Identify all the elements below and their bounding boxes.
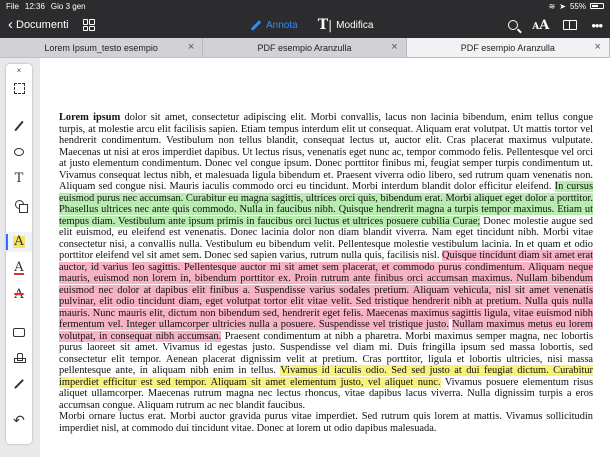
paragraph-5: Morbi ornare luctus erat. Morbi auctor gravida purus vitae imperdiet. Sed rutrum quis lorem at mattis. Vivamus sollicitudin imperdiet nisl, at commodo dui tincidunt vitae. Donec at lorem ut odio dapibus malesuada. [59,411,593,434]
shapes-icon [15,200,24,209]
thumbnails-grid-icon[interactable] [83,19,95,31]
palette-close-icon[interactable]: × [16,66,22,75]
paragraph-2: Donec molestie augue sed elit euismod, eu eleifend est venenatis. Donec lacinia dolor non diam blandit viverra. Nam eget tincidunt nibh. Morbi vitae consectetur nisi, a convallis nulla. Vestibulum eu bibendum velit. Pellentesque molestie vestibulum lacinia. In et quam et odio porttitor eleifend vel sit amet sem. Donec sed sapien varius, rutrum nulla quis, facilisis nisl. [59,215,593,261]
battery-percent: 55% [569,1,586,11]
green-highlight-annotation[interactable]: In cursus euismod purus nec accumsan. Curabitur eu magna sagittis, ultrices orci quis, bibendum erat. Morbi aliquet eget dolor a porttitor. Phasellus ultrices nec ante quis commodo. Nulla in faucibus nibh. Quisque hendrerit magna a turpis tempor maximus. Etiam ut tempus diam. Vestibulum ante ipsum primis in faucibus orci luctus et ultrices posuere cubilia Curae; [59,181,593,227]
undo-icon: ↶ [13,411,25,428]
back-button-label: Documenti [16,19,69,31]
more-options-button[interactable]: ••• [591,17,602,33]
signature-tool[interactable] [6,374,32,394]
pink-highlight-annotation[interactable]: Quisque tincidunt diam sit amet erat auctor, id varius leo sagittis. Pellentesque auctor mi sit amet sem placerat, et commodo purus condimentum. Aliquam neque mauris, euismod non lorem in, bibendum porttitor ex. Proin rutrum ante finibus orci accumsan maximus. Nullam bibendum euismod nec dolor at dapibus elit finibus a. Suspendisse varius sodales pretium. Aliquam vehicula, nisl sit amet venenatis pulvinar, elit odio tincidunt diam, eget volutpat tortor elit vitae velit. Sed tristique hendrerit nibh at pretium. Nulla quis nulla mauris. Nunc mauris elit, dictum non bibendum sed, hendrerit eget felis. Maecenas maximus sagittis ligula, vitae euismod nibh fermentum vel. Integer ullamcorper ultricies nulla a posuere. Suspendisse vel tristique justo. [59,250,593,330]
battery-icon [590,3,604,9]
status-time: 12:36 [24,1,45,11]
document-tabs [0,38,610,58]
tab-label: PDF esempio Aranzulla [460,42,555,53]
annotation-tool-palette [6,64,32,444]
pencil-icon [251,20,262,31]
wifi-icon: ≋ [548,1,556,11]
tab-pdf-esempio-2[interactable] [407,38,610,57]
close-icon[interactable]: × [187,41,195,53]
reader-view-icon[interactable] [563,20,577,30]
close-icon[interactable]: × [391,41,398,53]
yellow-highlight-annotation[interactable]: Vivamus id iaculis odio. Sed sed justo at dui feugiat dictum. Curabitur imperdiet efficitur est sed tempor. Aliquam sit amet elementum justo, vel aliquet nunc. [59,365,594,388]
paragraph-3: Praesent condimentum at nibh a pharetra. Morbi maximus semper magna, nec lobortis purus laoreet sit amet. Vivamus id egestas justo. Suspendisse vel diam mi. Duis fringilla ipsum sed massa lobortis, sed consectetur elit tempor. Aenean placerat dignissim velit at pretium. Cras porttitor, ligula et lobortis ultricies, nisi massa pellentesque ante, in aliquam nibh enim in tellus. [59,330,593,376]
pink-highlight-annotation-2[interactable]: Nullam maximus metus eu lorem volutpat, in consequat nibh accumsan. [59,319,593,342]
comment-tool[interactable] [6,322,32,342]
text-size-icon[interactable]: AA [532,17,550,33]
text-tool[interactable] [6,168,32,188]
document-text [59,112,593,434]
close-icon[interactable]: × [594,41,601,53]
tab-pdf-esempio-1[interactable] [203,38,406,57]
intro-bold-text: Lorem ipsum [59,112,121,123]
chevron-left-icon: ‹ [8,15,13,33]
location-icon: ➤ [559,1,566,11]
tab-label: Lorem Ipsum_testo esempio [44,42,158,53]
signature-icon [14,379,24,389]
lasso-tool[interactable] [6,142,32,162]
underline-icon: A [14,259,24,275]
annota-tab-button[interactable] [250,20,298,31]
pdf-page[interactable] [40,58,610,457]
text-edit-icon: T| [317,17,333,33]
back-button[interactable] [8,15,69,33]
status-bar [0,0,610,12]
status-back-app[interactable]: File [6,1,19,11]
paragraph-1: dolor sit amet, consectetur adipiscing elit. Morbi convallis, lacus non lacinia bibendum, enim tellus congue turpis, at molestie arcu elit facilisis sapien. Etiam tempus interdum elit ut consequat. Aliquam erat volutpat. Ut mattis tortor vel hendrerit condimentum. Vestibulum non tellus blandit, consequat lectus ut, auctor elit. Cras placerat maximus vulputate. Maecenas ut nisi at eros imperdiet dapibus. Ut lectus risus, venenatis eget nunc ac, tempor commodo felis. Pellentesque vel orci at justo elementum condimentum. Donec vel congue ipsum. Donec porttitor finibus mi, feugiat semper turpis condimentum ut. Vivamus consequat lectus nibh, et malesuada ligula bibendum et. Praesent viverra odio libero, sed rutrum quam venenatis non. Aliquam sed congue nisi. Mauris iaculis commodo orci eu tincidunt. Morbi interdum blandit dolor efficitur eleifend. [59,112,594,192]
comment-icon [13,328,25,337]
modifica-label: Modifica [336,19,374,31]
tab-label: PDF esempio Aranzulla [257,42,352,53]
lasso-icon [14,148,24,156]
text-tool-icon: T [14,170,24,186]
strikethrough-tool[interactable] [6,284,32,304]
selection-tool[interactable] [6,78,32,98]
undo-button[interactable] [6,410,32,430]
pen-tool[interactable] [6,116,32,136]
highlight-tool[interactable] [6,232,32,252]
search-icon[interactable] [508,20,518,30]
underline-tool[interactable] [6,258,32,278]
pen-icon [14,121,23,131]
shape-tool[interactable] [6,194,32,214]
modifica-tab-button[interactable] [318,18,374,32]
stamp-tool[interactable] [6,348,32,368]
top-toolbar [0,12,610,38]
tab-lorem-ipsum[interactable] [0,38,203,57]
selection-icon [14,83,25,94]
highlight-icon: A [14,234,24,249]
strikethrough-icon: A [14,286,24,302]
stamp-icon [14,353,24,363]
status-date: Gio 3 gen [50,1,86,11]
annota-label: Annota [266,19,298,31]
paragraph-4: Vivamus posuere elementum risus aliquet ullamcorper. Maecenas rutrum magna nec lectus rhoncus, vitae dapibus lacus viverra. Nulla dignissim turpis a eros accumsan congue. Aliquam rutrum ac nec blandit faucibus. [59,376,593,411]
